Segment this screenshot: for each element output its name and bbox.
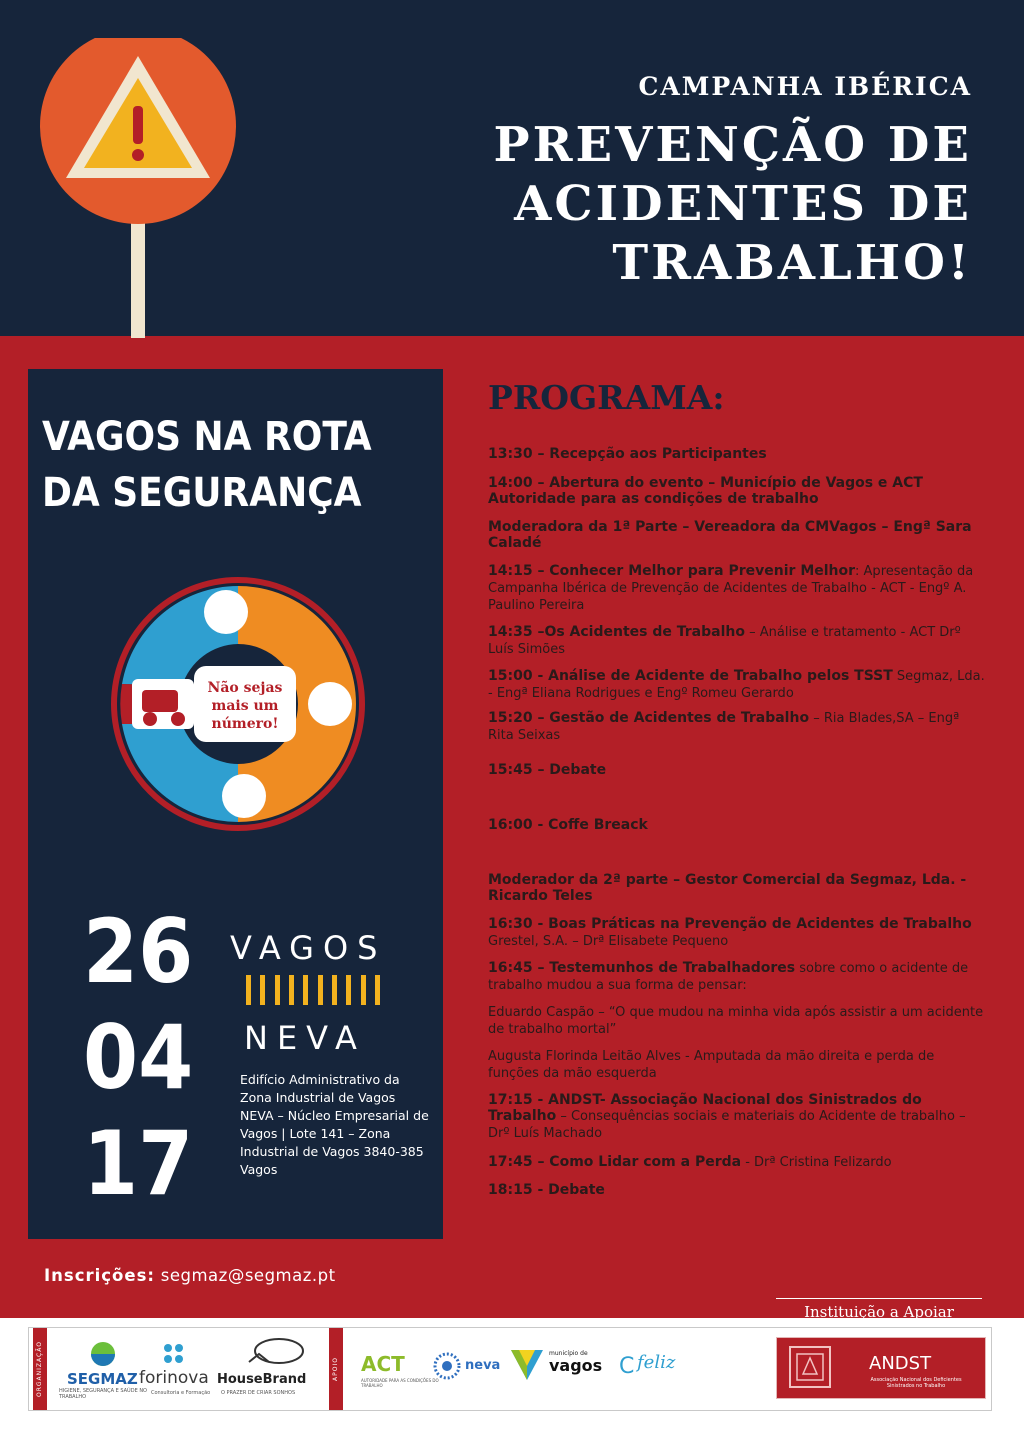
title-line: TRABALHO! [612, 235, 972, 291]
forinova-sub: Consultoria e Formação [151, 1390, 211, 1396]
housebrand-logo: HouseBrand [217, 1372, 307, 1387]
program-item-lead: 16:00 - Coffe Breack [488, 817, 648, 833]
venue-vagos: VAGOS [230, 929, 387, 967]
program-item-detail: Segmaz, Lda. - Engª Eliana Rodrigues e Engº Romeu Gerardo [488, 669, 985, 701]
program-item [488, 1048, 986, 1082]
event-date [83, 899, 193, 1217]
program-item-lead: 16:45 – Testemunhos de Trabalhadores [488, 960, 796, 976]
program-item-detail: Eduardo Caspão – “O que mudou na minha vida após assistir a um acidente de trabalho mortal” [488, 1005, 984, 1037]
emblem-line: Não sejas [207, 680, 283, 696]
program-item-lead: 16:30 - Boas Práticas na Prevenção de Acidentes de Trabalho [488, 916, 972, 932]
program-item-detail: : Apresentação da Campanha Ibérica de Prevenção de Acidentes de Trabalho - ACT - Engº A. Paulino Pereira [488, 564, 974, 613]
event-title-line: DA SEGURANÇA [42, 470, 362, 516]
andst-logo: ANDST [869, 1353, 932, 1374]
organization-tab: ORGANIZAÇÃO [33, 1328, 47, 1410]
event-title-line: VAGOS NA ROTA [42, 414, 372, 460]
andst-sub: Associação Nacional dos Deficientes Sinistrados no Trabalho [870, 1377, 962, 1389]
title-line: PREVENÇÃO DE [493, 117, 972, 173]
emblem-line: número! [211, 716, 279, 732]
vagos-pre: município de [549, 1350, 588, 1357]
registration-email[interactable]: segmaz@segmaz.pt [160, 1266, 336, 1285]
andst-seal-icon [787, 1344, 833, 1390]
date-day: 26 [83, 900, 194, 1003]
support-institution-label: Instituição a Apoiar [776, 1298, 982, 1325]
date-year: 17 [83, 1112, 194, 1215]
program-item [488, 475, 986, 507]
segmaz-globe-icon [85, 1340, 121, 1368]
program-item-detail: sobre como o acidente de trabalho mudou a sua forma de pensar: [488, 961, 969, 993]
program-item-lead: 15:20 – Gestão de Acidentes de Trabalho [488, 710, 810, 726]
vagos-shield-icon [509, 1348, 545, 1382]
program-item-detail: – Ria Blades,SA – Engª Rita Seixas [488, 711, 960, 743]
program-item-lead: Moderadora da 1ª Parte – Vereadora da CMVagos – Engª Sara Caladé [488, 519, 972, 551]
program-item [488, 916, 986, 950]
program-item [488, 1154, 892, 1171]
title-line: ACIDENTES DE [514, 176, 972, 232]
housebrand-sub: O PRAZER DE CRIAR SONHOS [221, 1390, 296, 1396]
warning-sign-icon [40, 38, 240, 338]
program-item [488, 668, 986, 702]
program-item-lead: 17:45 – Como Lidar com a Perda [488, 1154, 742, 1170]
program-item [488, 817, 648, 833]
program-item [488, 872, 986, 904]
program-item [488, 624, 986, 658]
vagos-logo: vagos [549, 1356, 603, 1375]
program-item-detail: Augusta Florinda Leitão Alves - Amputada da mão direita e perda de funções da mão esquerda [488, 1049, 935, 1081]
forinova-icon [161, 1342, 189, 1366]
campaign-kicker: CAMPANHA IBÉRICA [638, 72, 972, 101]
registration-line [44, 1266, 336, 1285]
support-tab: APOIO [329, 1328, 343, 1410]
campaign-title [352, 116, 972, 293]
housebrand-cloud-icon [243, 1336, 307, 1366]
program-item [488, 1004, 986, 1038]
segmaz-logo: SEGMAZ [67, 1370, 138, 1388]
program-item-lead: Moderador da 2ª parte – Gestor Comercial da Segmaz, Lda. - Ricardo Teles [488, 872, 967, 904]
venue-neva: NEVA [244, 1019, 366, 1057]
program-item-lead: 15:00 - Análise de Acidente de Trabalho pelos TSST [488, 668, 893, 684]
program-item-lead: 13:30 – Recepção aos Participantes [488, 446, 767, 462]
program-item [488, 563, 986, 614]
act-logo: ACT [361, 1352, 405, 1376]
program-item [488, 446, 767, 462]
program-item [488, 710, 986, 744]
event-panel [28, 369, 443, 1239]
program-title: PROGRAMA: [488, 378, 725, 417]
feliz-c-icon: C [619, 1354, 635, 1379]
segmaz-sub: HIGIENE, SEGURANÇA E SAÚDE NO TRABALHO [59, 1388, 147, 1400]
registration-label: Inscrições: [44, 1266, 156, 1285]
feliz-logo: feliz [637, 1352, 676, 1373]
forinova-logo: forinova [139, 1368, 209, 1388]
act-sub: AUTORIDADE PARA AS CONDIÇÕES DO TRABALHO [361, 1378, 439, 1388]
program-item [488, 960, 986, 994]
emblem-line: mais um [211, 698, 279, 714]
program-item-detail: - Drª Cristina Felizardo [741, 1155, 892, 1170]
program-item [488, 762, 606, 778]
neva-logo: neva [465, 1358, 501, 1373]
program-item-lead: 14:00 – Abertura do evento – Município de Vagos e ACT Autoridade para as condições de trabalho [488, 475, 923, 507]
program-item-detail: – Consequências sociais e materiais do Acidente de trabalho – Drº Luís Machado [488, 1109, 966, 1141]
program-item [488, 1182, 605, 1198]
program-item-detail: – Análise e tratamento - ACT Drº Luís Simões [488, 625, 961, 657]
program-item [488, 519, 986, 551]
neva-burst-icon [433, 1352, 461, 1380]
program-item-lead: 14:35 –Os Acidentes de Trabalho [488, 624, 745, 640]
program-item-lead: 15:45 – Debate [488, 762, 607, 778]
safety-emblem-icon [108, 574, 368, 834]
program-item [488, 1092, 986, 1142]
venue-address: Edifício Administrativo da Zona Industrial de Vagos NEVA – Núcleo Empresarial de Vagos | Lote 141 – Zona Industrial de Vagos 3840-385 Vagos [240, 1072, 429, 1177]
program-item-lead: 18:15 - Debate [488, 1182, 605, 1198]
venue-bars-icon [246, 975, 380, 1005]
andst-logo-box [776, 1337, 986, 1399]
program-item-lead: 14:15 – Conhecer Melhor para Prevenir Melhor [488, 563, 856, 579]
date-month: 04 [83, 1006, 194, 1109]
program-item-lead: 17:15 - ANDST- Associação Nacional dos Sinistrados do Trabalho [488, 1092, 922, 1124]
program-item-detail: Grestel, S.A. – Drª Elisabete Pequeno [488, 934, 729, 949]
event-title [42, 409, 372, 521]
